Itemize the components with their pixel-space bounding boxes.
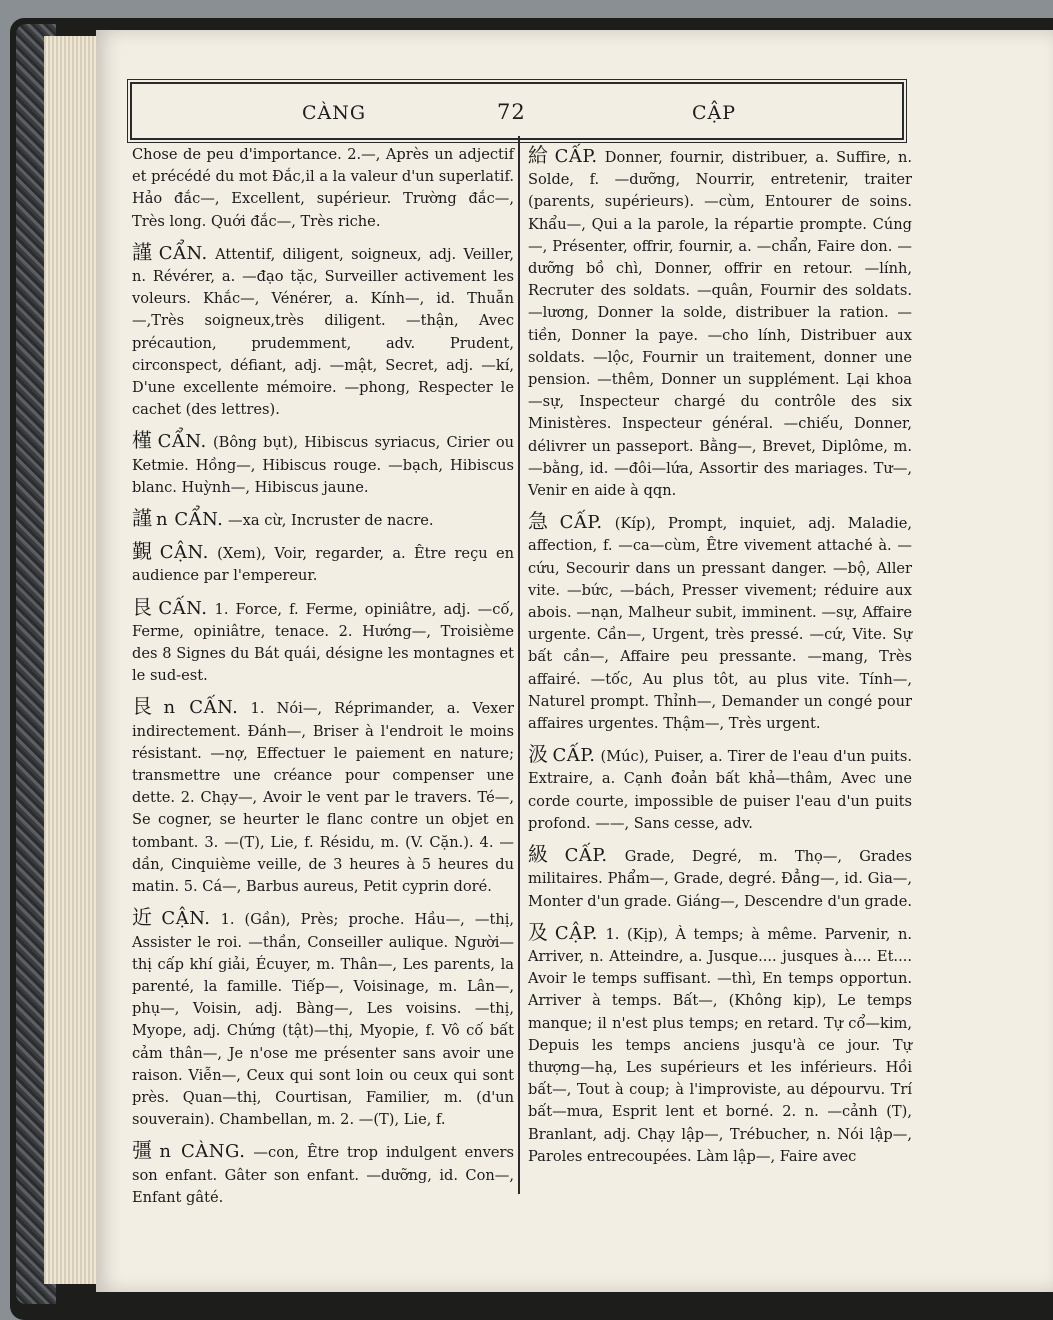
entry-text: 1. Force, f. Ferme, opiniâtre, adj. —cố, Ferme, opiniâtre, tenace. 2. Hướng—, Troisième des 8 Signes du Bát quái, désigne les montagnes et le sud-est. <box>132 600 515 685</box>
chinese-character: 彊 <box>132 1138 156 1163</box>
running-header <box>130 82 904 140</box>
dictionary-entry <box>132 540 514 587</box>
chinese-character: 覲 <box>132 539 156 564</box>
chinese-character: 艮 <box>132 694 160 719</box>
chinese-character: 槿 <box>132 428 154 453</box>
chinese-character: 及 <box>528 919 551 944</box>
dictionary-entry <box>132 429 514 499</box>
dictionary-entry <box>132 144 514 233</box>
entry-text: Chose de peu d'importance. 2.—, Après un adjectif et précédé du mot Đắc,il a la valeur d'un superlatif. Hảo đắc—, Excellent, supérieur. Trường đắc—, Très long. Quới đắc—, Très riche. <box>132 146 514 230</box>
chinese-character: 謹 <box>132 239 155 264</box>
chinese-character: 謹 <box>132 506 152 531</box>
entry-text: 1. (Gần), Près; proche. Hầu—, —thị, Assister le roi. —thần, Conseiller aulique. Người—thị cấp khí giải, Écuyer, m. Thân—, Les parents, la parenté, la famille. Tiếp—, Voisinage, m. Lân—, phụ—, Voisin, adj. Bàng—, Les voisins. —thị, Myope, adj. Chứng (tật)—thị, Myopie, f. Vô cố bất cảm thân—, Je n'ose me présenter sans avoir une raison. Viễn—, Ceux qui sont loin ou ceux qui sont près. Quan—thị, Courtisan, Familier, m. (d'un souverain). Chambellan, m. 2. —(T), Lie, f. <box>132 911 515 1129</box>
page-stack <box>44 36 104 1284</box>
entry-headword: CẤN. <box>158 597 208 619</box>
dictionary-entry <box>528 144 912 502</box>
entry-text: (Xem), Voir, regarder, a. Être reçu en audience par l'empereur. <box>132 545 515 585</box>
dictionary-entry <box>528 843 912 913</box>
left-column <box>132 144 514 1217</box>
entry-headword: n CÀNG. <box>159 1141 246 1163</box>
dictionary-entry <box>132 695 514 898</box>
entry-text: 1. (Kịp), À temps; à même. Parvenir, n. Arriver, n. Atteindre, a. Jusque.... jusques à.... Et.... Avoir le temps suffisant. —thì, En temps opportun. Arriver à temps. Bất—, (Không kịp), Le temps manque; il n'est plus temps; en retard. Tự cổ—kim, Depuis les temps anciens jusqu'à ce jour. Tự thượng—hạ, Les supérieurs et les inférieurs. Hồi bất—, Tout à coup; à l'improviste, au dépourvu. Trí bất—mưa, Esprit lent et borné. 2. n. —cảnh (T), Branlant, adj. Chạy lập—, Trébucher, n. Nói lập—, Paroles entrecoupées. Làm lập—, Faire avec <box>528 925 912 1165</box>
dictionary-entry <box>528 510 912 735</box>
entry-text: (Kíp), Prompt, inquiet, adj. Maladie, affection, f. —ca—cùm, Être vivement attaché à. —cứu, Secourir dans un pressant danger. —bộ, Aller vite. —bức, —bách, Presser vivement; réduire aux abois. —nạn, Malheur subit, imminent. —sự, Affaire urgente. Cần—, Urgent, très pressé. —cứ, Vite. Sự bất cần—, Affaire peu pressante. —mang, Très affairé. —tốc, Au plus tôt, au plus vite. Tính—, Naturel prompt. Thỉnh—, Demander un congé pour affaires urgentes. Thậm—, Très urgent. <box>528 515 913 733</box>
entry-text: Attentif, diligent, soigneux, adj. Veiller, n. Révérer, a. —đạo tặc, Surveiller activement les voleurs. Khắc—, Vénérer, a. Kính—, id. Thuẫn—,Très soigneux,très diligent. —thận, Avec précaution, prudemment, adv. Prudent, circonspect, défiant, adj. —mật, Secret, adj. —kí, D'une excellente mémoire. —phong, Respecter le cachet (des lettres). <box>132 245 514 419</box>
entry-text: (Bông bụt), Hibiscus syriacus, Cirier ou Ketmie. Hồng—, Hibiscus rouge. —bạch, Hibiscus blanc. Huỳnh—, Hibiscus jaune. <box>132 434 515 496</box>
header-right-word: CẬP <box>692 102 737 124</box>
right-column <box>528 144 912 1176</box>
chinese-character: 汲 <box>528 742 549 767</box>
page-number: 72 <box>497 100 526 124</box>
chinese-character: 急 <box>528 509 556 534</box>
dictionary-entry <box>528 921 912 1168</box>
entry-headword: n CẨN. <box>156 509 224 531</box>
entry-headword: CẤP. <box>554 146 598 167</box>
entry-text: —con, Être trop indulgent envers son enfant. Gâter son enfant. —dưỡng, id. Con—, Enfant gâté. <box>132 1144 515 1206</box>
chinese-character: 級 <box>528 842 561 867</box>
header-left-word: CÀNG <box>302 102 367 124</box>
dictionary-entry <box>132 507 514 532</box>
entry-headword: n CẤN. <box>163 697 239 719</box>
entry-headword: CẤP. <box>559 512 603 534</box>
entry-headword: CẤP. <box>564 845 608 867</box>
entry-headword: CẤP. <box>552 745 596 767</box>
chinese-character: 艮 <box>132 594 155 619</box>
entry-headword: CẨN. <box>158 242 208 264</box>
entry-headword: CẬN. <box>159 542 209 564</box>
dictionary-entry <box>528 743 912 835</box>
chinese-character: 給 <box>528 143 551 167</box>
entry-text: (Múc), Puiser, a. Tirer de l'eau d'un puits. Extraire, a. Cạnh đoản bất khả—thâm, Avec une corde courte, impossible de puiser l'eau d'un puits profond. ——, Sans cesse, adv. <box>528 748 912 832</box>
entry-text: —xa cừ, Incruster de nacre. <box>228 512 434 530</box>
entry-headword: CẬP. <box>554 922 598 944</box>
dictionary-entry <box>132 906 514 1131</box>
entry-text: 1. Nói—, Réprimander, a. Vexer indirectement. Đánh—, Briser à l'endroit le moins résistant. —nợ, Effectuer le paiement en nature; transmettre une créance pour compenser une dette. 2. Chạy—, Avoir le vent par le travers. Té—, Se cogner, se heurter le flanc contre un objet en tombant. 3. —(T), Lie, f. Résidu, m. (V. Cặn.). 4. —dần, Cinquième veille, de 3 heures à 5 heures du matin. 5. Cá—, Barbus aureus, Petit cyprin doré. <box>132 700 515 896</box>
entry-text: Grade, Degré, m. Thọ—, Grades militaires. Phẩm—, Grade, degré. Đẳng—, id. Gia—, Monter d'un grade. Giáng—, Descendre d'un grade. <box>528 848 913 910</box>
dictionary-entry <box>132 596 514 688</box>
column-divider <box>518 136 520 1194</box>
dictionary-entry <box>132 1139 514 1209</box>
dictionary-entry <box>132 241 514 422</box>
entry-text: Donner, fournir, distribuer, a. Suffire, n. Solde, f. —dưỡng, Nourrir, entretenir, traiter (parents, supérieurs). —cùm, Entourer de soins. Khẩu—, Qui a la parole, la répartie prompte. Cúng—, Présenter, offrir, fournir, a. —chẩn, Faire don. —dưỡng bồ chì, Donner, offrir en retour. —lính, Recruter des soldats. —quân, Fournir des soldats. —lương, Donner la solde, distribuer la ration. —tiền, Donner la paye. —cho lính, Distribuer aux soldats. —lộc, Fournir un traitement, donner une pension. —thêm, Donner un supplément. Lại khoa—sự, Inspecteur chargé du contrôle des six Ministères. Inspecteur général. —chiếu, Donner, délivrer un passeport. Bằng—, Brevet, Diplôme, m. —bằng, id. —đôi—lứa, Assortir des mariages. Tư—, Venir en aide à qqn. <box>528 149 912 500</box>
entry-headword: CẬN. <box>161 908 211 930</box>
chinese-character: 近 <box>132 905 158 930</box>
entry-headword: CẨN. <box>157 431 207 453</box>
